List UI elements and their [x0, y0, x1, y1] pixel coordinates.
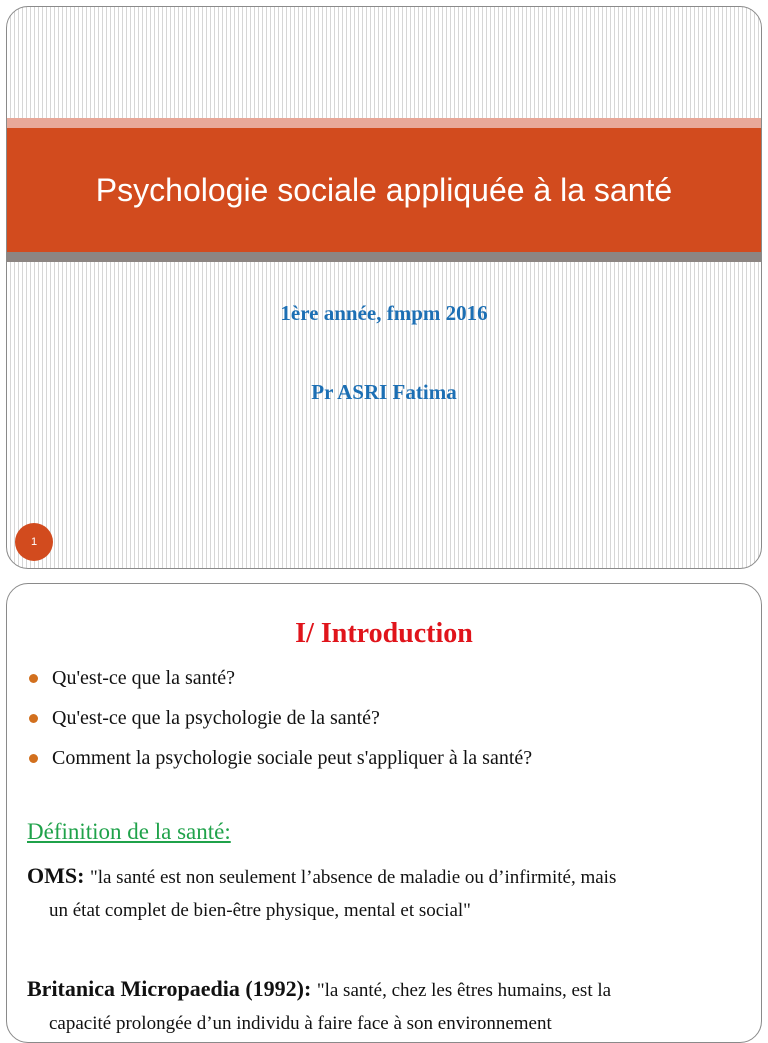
- slide-1: [6, 6, 762, 569]
- title-band-accent-top: [7, 118, 761, 128]
- oms-definition: [27, 859, 742, 927]
- list-item-text: Comment la psychologie sociale peut s'appliquer à la santé?: [52, 747, 533, 769]
- title-band-accent-bottom: [7, 252, 761, 262]
- slide-title: Psychologie sociale appliquée à la santé: [95, 172, 673, 208]
- list-item: [27, 704, 532, 744]
- bullet-icon: [29, 714, 38, 723]
- oms-text-line2: un état complet de bien-être physique, mental et social": [49, 900, 471, 921]
- britanica-text-line2: capacité prolongée d’un individu à faire face à son environnement: [49, 1013, 552, 1034]
- oms-label: OMS:: [27, 863, 90, 888]
- list-item: [27, 744, 532, 784]
- list-item: [27, 664, 532, 704]
- oms-text-line1: "la santé est non seulement l’absence de maladie ou d’infirmité, mais: [89, 867, 617, 888]
- britanica-label: Britanica Micropaedia (1992):: [27, 976, 317, 1001]
- slide-subtitle-author: Pr ASRI Fatima: [311, 380, 457, 404]
- question-list: [27, 664, 532, 784]
- britanica-definition: [27, 972, 742, 1040]
- list-item-text: Qu'est-ce que la santé?: [52, 667, 235, 689]
- page-number-badge: 1: [15, 523, 53, 561]
- bullet-icon: [29, 754, 38, 763]
- definition-heading: Définition de la santé:: [27, 819, 231, 844]
- title-band: [7, 128, 761, 252]
- list-item-text: Qu'est-ce que la psychologie de la santé?: [52, 707, 380, 729]
- britanica-text-line1: "la santé, chez les êtres humains, est la: [316, 980, 612, 1001]
- section-heading: I/ Introduction: [295, 618, 473, 649]
- slide-2: [6, 583, 762, 1043]
- slide-subtitle-course: 1ère année, fmpm 2016: [280, 301, 488, 325]
- bullet-icon: [29, 674, 38, 683]
